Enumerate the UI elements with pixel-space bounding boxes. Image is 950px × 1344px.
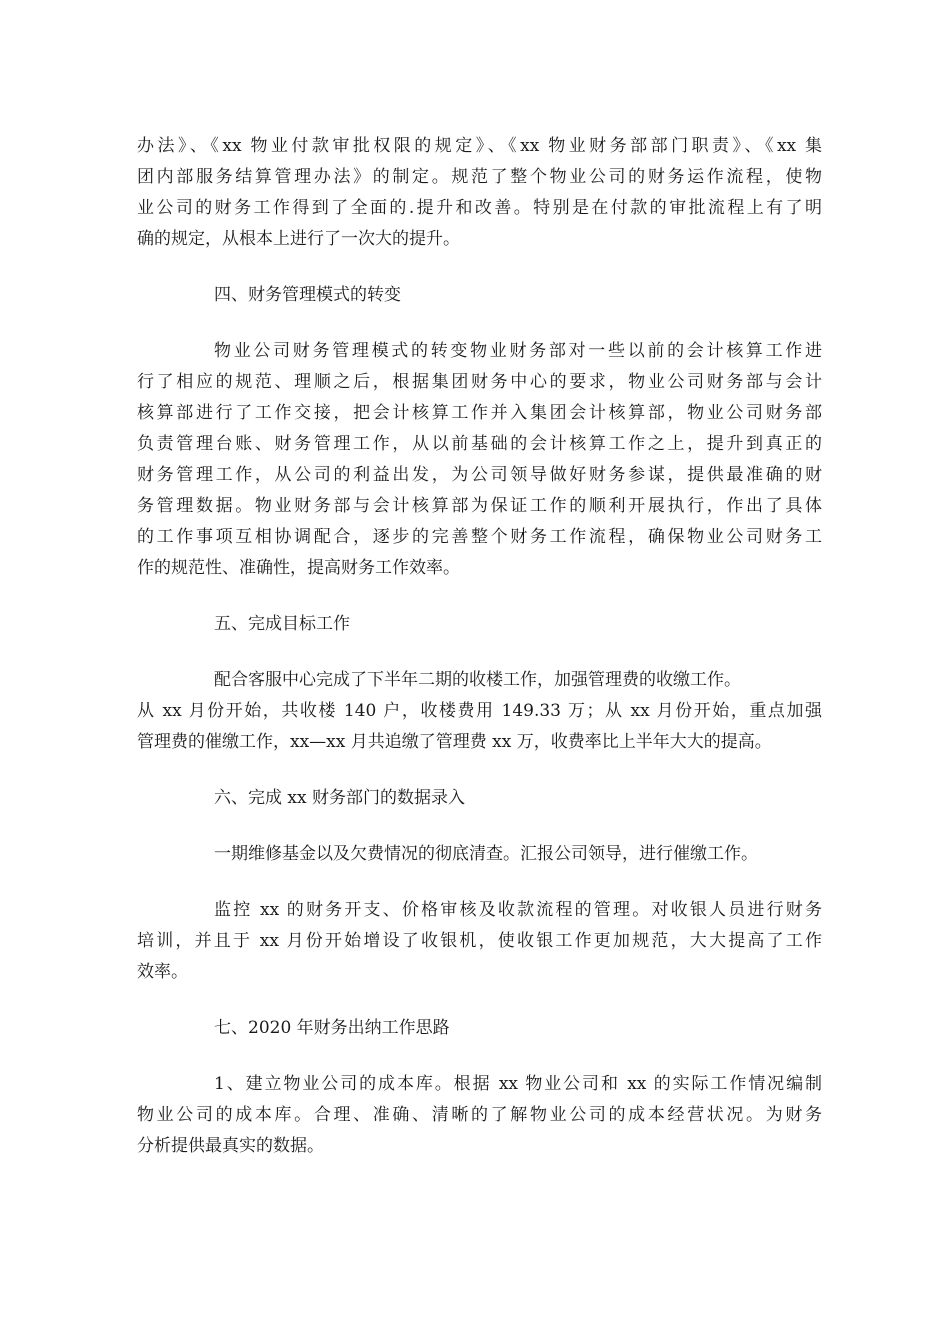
paragraph-line: 作的规范性、准确性，提高财务工作效率。: [137, 558, 460, 578]
paragraph-line: 物业公司财务管理模式的转变物业财务部对一些以前的会计核算工作进: [214, 341, 822, 361]
paragraph-line: 监控 xx 的财务开支、价格审核及收款流程的管理。对收银人员进行财务: [214, 900, 822, 920]
paragraph-line: 行了相应的规范、理顺之后，根据集团财务中心的要求，物业公司财务部与会计: [137, 372, 822, 392]
paragraph-expense-control: [137, 895, 822, 988]
section-heading-7: 七、2020 年财务出纳工作思路: [214, 1018, 450, 1038]
paragraph-line: 效率。: [137, 962, 188, 982]
paragraph-management-mode: [137, 336, 822, 584]
paragraph-line: 物业公司的成本库。合理、准确、清晰的了解物业公司的成本经营状况。为财务: [137, 1105, 822, 1125]
paragraph-line: 团内部服务结算管理办法》的制定。规范了整个物业公司的财务运作流程，使物: [137, 167, 822, 187]
paragraph-line: 一期维修基金以及欠费情况的彻底清查。汇报公司领导，进行催缴工作。: [214, 844, 758, 864]
paragraph-fund-check: [137, 839, 822, 870]
paragraph-line: 办法》、《xx 物业付款审批权限的规定》、《xx 物业财务部部门职责》、《xx 集: [137, 136, 822, 156]
paragraph-target-work: [137, 665, 822, 758]
paragraph-line: 业公司的财务工作得到了全面的.提升和改善。特别是在付款的审批流程上有了明: [137, 198, 822, 218]
section-heading-5: 五、完成目标工作: [214, 614, 350, 634]
paragraph-line: 管理费的催缴工作，xx—xx 月共追缴了管理费 xx 万，收费率比上半年大大的提高。: [137, 732, 772, 752]
paragraph-line: 财务管理工作，从公司的利益出发，为公司领导做好财务参谋，提供最准确的财: [137, 465, 822, 485]
paragraph-finance-regulations: [137, 131, 822, 255]
paragraph-line: 1、建立物业公司的成本库。根据 xx 物业公司和 xx 的实际工作情况编制: [214, 1074, 822, 1094]
paragraph-line: 分析提供最真实的数据。: [137, 1136, 324, 1156]
paragraph-line: 核算部进行了工作交接，把会计核算工作并入集团会计核算部，物业公司财务部: [137, 403, 822, 423]
paragraph-cost-library: [137, 1069, 822, 1162]
document-body: [137, 131, 822, 1162]
section-heading-6: 六、完成 xx 财务部门的数据录入: [214, 788, 465, 808]
paragraph-line: 的工作事项互相协调配合，逐步的完善整个财务工作流程，确保物业公司财务工: [137, 527, 822, 547]
paragraph-line: 培训，并且于 xx 月份开始增设了收银机，使收银工作更加规范，大大提高了工作: [137, 931, 822, 951]
section-heading-4: 四、财务管理模式的转变: [214, 285, 401, 305]
paragraph-line: 负责管理台账、财务管理工作，从以前基础的会计核算工作之上，提升到真正的: [137, 434, 822, 454]
paragraph-line: 务管理数据。物业财务部与会计核算部为保证工作的顺利开展执行，作出了具体: [137, 496, 822, 516]
paragraph-line: 确的规定，从根本上进行了一次大的提升。: [137, 229, 460, 249]
paragraph-line: 从 xx 月份开始，共收楼 140 户，收楼费用 149.33 万；从 xx 月份开始，重点加强: [137, 701, 822, 721]
paragraph-line: 配合客服中心完成了下半年二期的收楼工作，加强管理费的收缴工作。: [214, 670, 741, 690]
